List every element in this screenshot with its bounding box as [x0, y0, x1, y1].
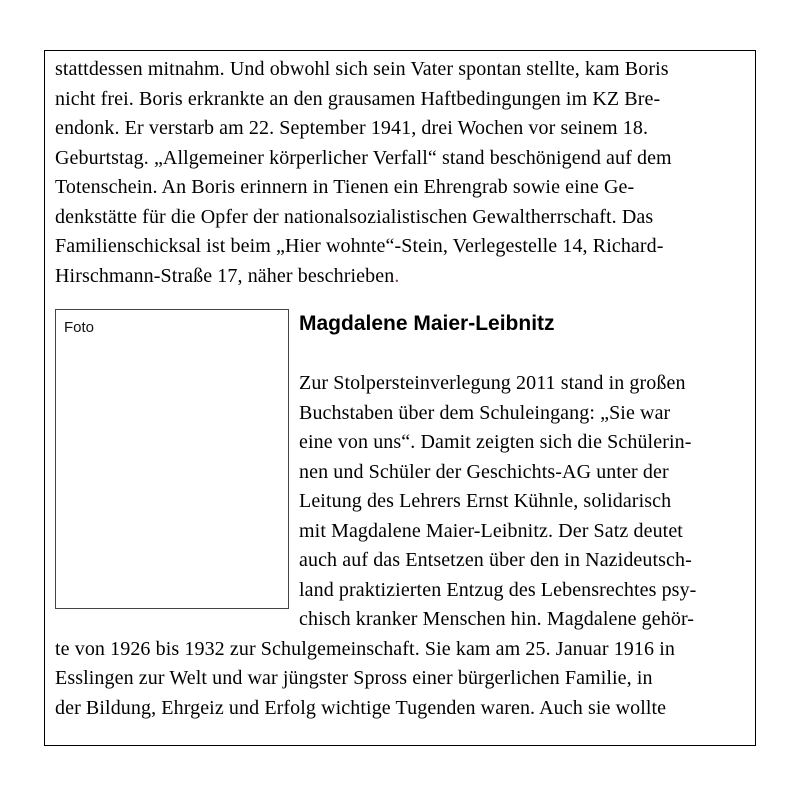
- section-heading: Magdalene Maier-Leibnitz: [299, 312, 555, 335]
- text-line: Esslingen zur Welt und war jüngster Spross einer bürgerlichen Familie, in: [55, 667, 653, 689]
- paragraph-magdalene-full-width: [55, 635, 745, 724]
- text-line: Buchstaben über dem Schuleingang: „Sie war: [299, 401, 671, 424]
- document-page: [44, 50, 756, 746]
- text-line: Familienschicksal ist beim „Hier wohnte“-Stein, Verlegestelle 14, Richard-: [55, 235, 664, 257]
- text-line: Leitung des Lehrers Ernst Kühnle, solidarisch: [299, 490, 672, 512]
- text-line: nicht frei. Boris erkrankte an den grausamen Haftbedingungen im KZ Bre-: [55, 87, 661, 110]
- paragraph-magdalene-beside-photo: [299, 369, 745, 635]
- text-line: te von 1926 bis 1932 zur Schulgemeinschaft. Sie kam am 25. Januar 1916 in: [55, 637, 675, 660]
- photo-placeholder: [55, 309, 289, 609]
- text-line: eine von uns“. Damit zeigten sich die Schülerin-: [299, 431, 692, 453]
- text-line: chisch kranker Menschen hin. Magdalene gehör-: [299, 608, 695, 630]
- photo-and-text-section: [55, 309, 745, 635]
- text-line-fragment: Hirschmann-Straße 17, näher beschrieben: [55, 264, 395, 287]
- text-line: [55, 262, 745, 292]
- paragraph-boris: [55, 55, 745, 291]
- text-line: stattdessen mitnahm. Und obwohl sich sein Vater spontan stellte, kam Boris: [55, 58, 669, 80]
- text-line: mit Magdalene Maier-Leibnitz. Der Satz deutet: [299, 519, 683, 542]
- text-line: endonk. Er verstarb am 22. September 1941, drei Wochen vor seinem 18.: [55, 117, 649, 139]
- text-line: Totenschein. An Boris erinnern in Tienen ein Ehrengrab sowie eine Ge-: [55, 176, 635, 198]
- section-text-column: [299, 309, 745, 635]
- text-line: denkstätte für die Opfer der nationalsozialistischen Gewaltherrschaft. Das: [55, 205, 654, 228]
- text-line: auch auf das Entsetzen über den in Nazideutsch-: [299, 549, 692, 571]
- text-line: Geburtstag. „Allgemeiner körperlicher Verfall“ stand beschönigend auf dem: [55, 146, 672, 169]
- photo-label: Foto: [64, 319, 95, 336]
- red-period: .: [394, 264, 400, 287]
- text-line: land praktizierten Entzug des Lebensrechtes psy-: [299, 578, 697, 601]
- text-line: Zur Stolpersteinverlegung 2011 stand in großen: [299, 372, 686, 394]
- text-line: der Bildung, Ehrgeiz und Erfolg wichtige Tugenden waren. Auch sie wollte: [55, 696, 667, 719]
- text-line: nen und Schüler der Geschichts-AG unter der: [299, 460, 669, 483]
